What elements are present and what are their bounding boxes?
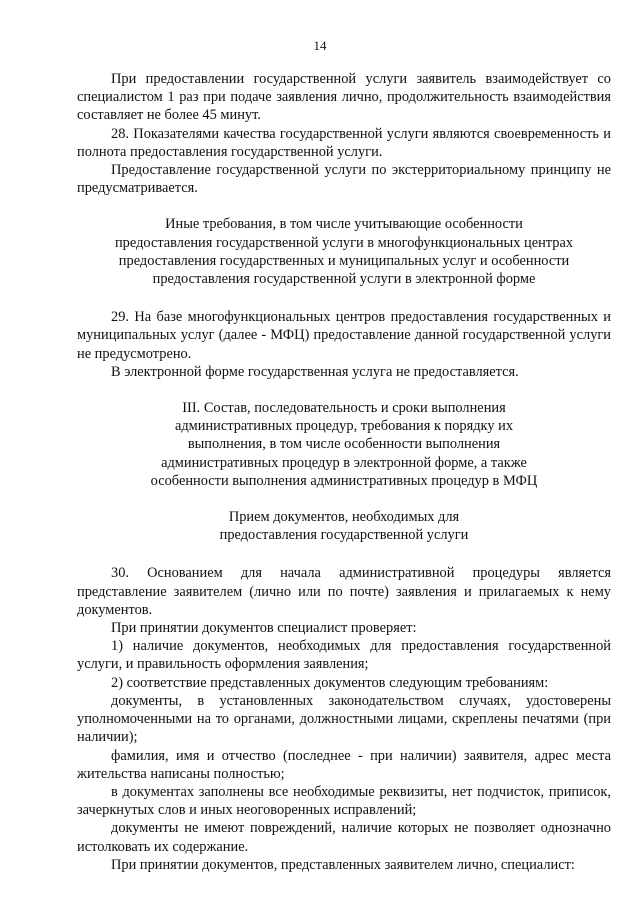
document-body — [77, 70, 611, 874]
heading-line: предоставления государственной услуги в электронной форме — [152, 271, 536, 288]
paragraph-in-person-intake: При принятии документов, представленных заявителем лично, специалист: — [111, 856, 575, 873]
requirement-certified: документы, в установленных законодательством случаях, удостоверены уполномоченными на то органами, должностными лицами, скреплены печатями (при наличии); — [77, 692, 611, 746]
paragraph-specialist-checks: При принятии документов специалист проверяет: — [111, 620, 417, 637]
heading-line: предоставления государственных и муниципальных услуг и особенности — [118, 252, 570, 269]
list-item-2: 2) соответствие представленных документов следующим требованиям: — [111, 674, 549, 691]
requirement-no-corrections: в документах заполнены все необходимые реквизиты, нет подчисток, приписок, зачеркнутых слов и иных неоговоренных исправлений; — [77, 783, 611, 819]
heading-line: Прием документов, необходимых для — [228, 509, 460, 526]
section-heading-other-requirements — [77, 215, 611, 288]
subsection-heading-document-intake — [77, 508, 611, 544]
paragraph-extraterritorial: Предоставление государственной услуги по экстерриториальному принципу не предусматривается. — [77, 162, 611, 197]
paragraph-28-quality-indicators: 28. Показателями качества государственной услуги являются своевременность и полнота предоставления государственной услуги. — [77, 125, 611, 160]
paragraph-electronic-form: В электронной форме государственная услуга не предоставляется. — [111, 363, 519, 380]
requirement-no-damage: документы не имеют повреждений, наличие которых не позволяет однозначно истолковать их содержание. — [77, 820, 611, 855]
heading-line: административных процедур в электронной форме, а также — [161, 454, 527, 471]
heading-line: III. Состав, последовательность и сроки выполнения — [182, 400, 506, 417]
page-number: 14 — [313, 38, 327, 53]
heading-line: выполнения, в том числе особенности выполнения — [187, 436, 501, 453]
list-item-1: 1) наличие документов, необходимых для предоставления государственной услуги, и правильность оформления заявления; — [77, 638, 611, 673]
requirement-full-name: фамилия, имя и отчество (последнее - при наличии) заявителя, адрес места жительства написаны полностью; — [77, 747, 611, 782]
paragraph-30-grounds: 30. Основанием для начала административной процедуры является представление заявителем (лично или по почте) заявления и прилагаемых к нему документов. — [77, 565, 611, 618]
heading-line: предоставления государственной услуги — [219, 527, 469, 544]
heading-line: Иные требования, в том числе учитывающие особенности — [165, 216, 523, 233]
section-heading-iii — [77, 399, 611, 490]
heading-line: особенности выполнения административных процедур в МФЦ — [150, 472, 538, 489]
heading-line: административных процедур, требования к порядку их — [174, 418, 514, 435]
paragraph-29-mfc: 29. На базе многофункциональных центров предоставления государственных и муниципальных услуг (далее - МФЦ) предоставление данной государственной услуги не предусмотрено. — [77, 309, 611, 362]
paragraph-consultation-time: При предоставлении государственной услуги заявитель взаимодействует со специалистом 1 раз при подаче заявления лично, продолжительность взаимодействия составляет не более 45 минут. — [77, 71, 611, 124]
heading-line: предоставления государственной услуги в многофункциональных центрах — [114, 234, 574, 251]
